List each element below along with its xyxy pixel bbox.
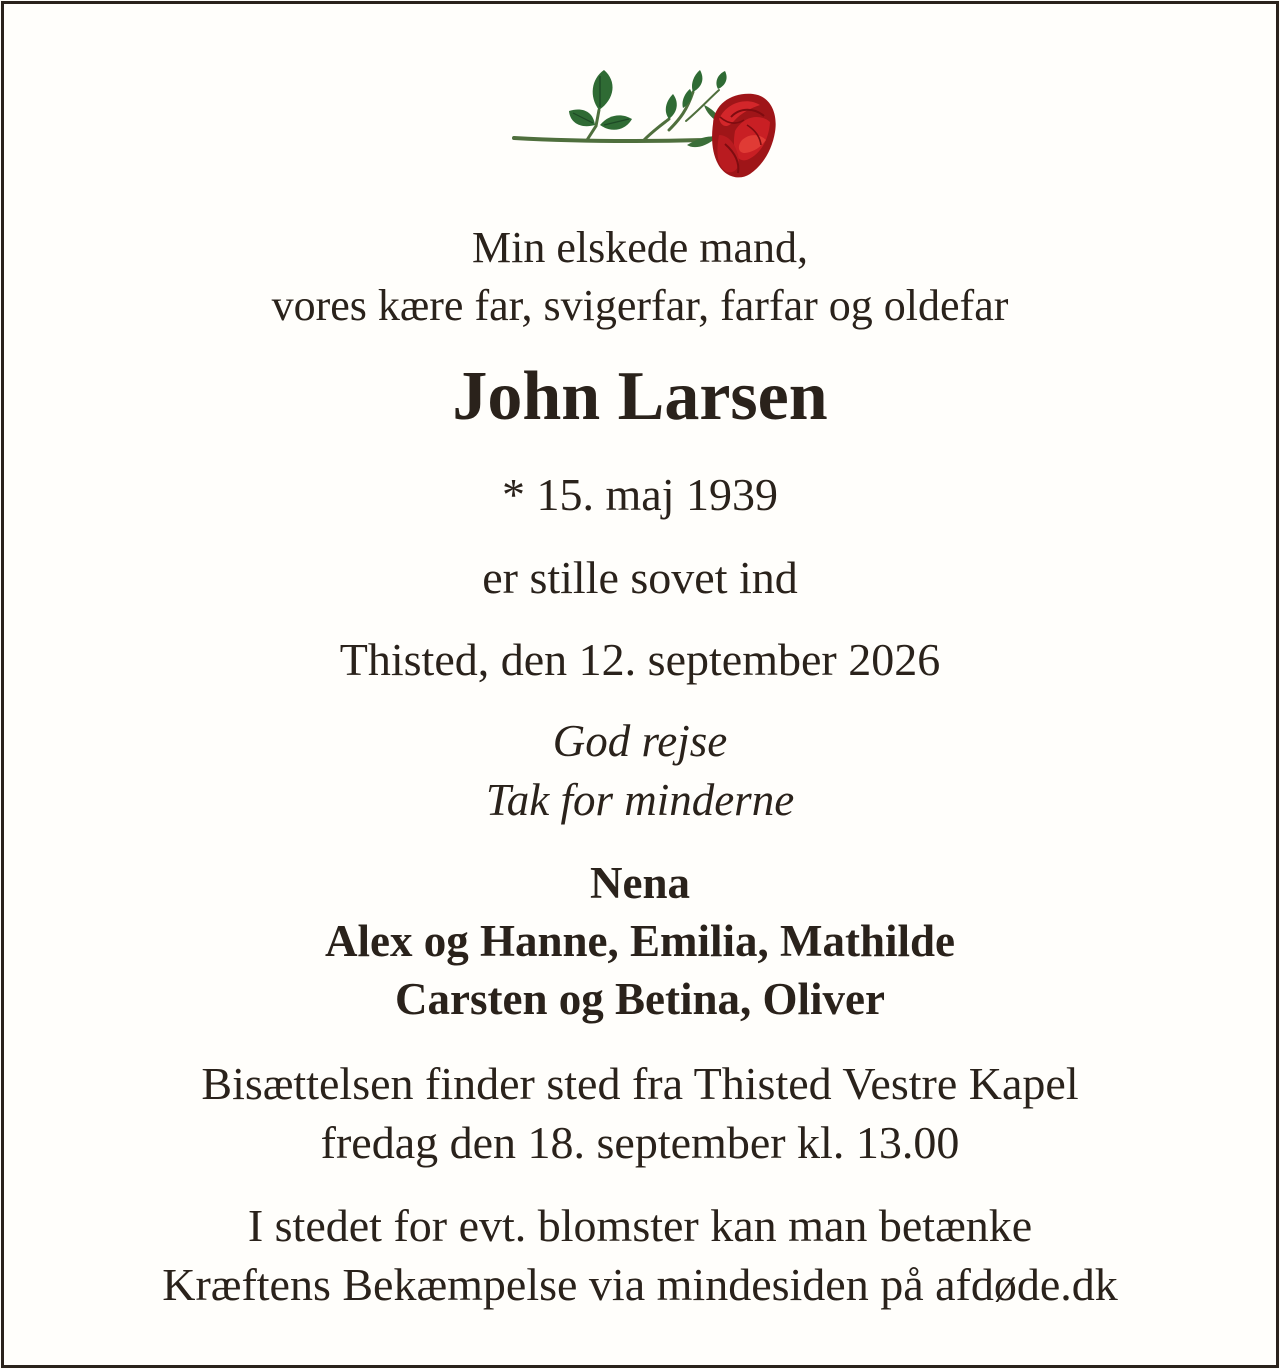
- farewell-line-1: God rejse: [552, 716, 728, 766]
- donation-line-1: I stedet for evt. blomster kan man betænke: [247, 1200, 1033, 1251]
- place-and-date: Thisted, den 12. september 2026: [339, 634, 941, 685]
- funeral-line-2: fredag den 18. september kl. 13.00: [320, 1117, 960, 1168]
- obituary-notice: [1, 1, 1279, 1368]
- family-line-3: Carsten og Betina, Oliver: [395, 974, 885, 1024]
- donation-line-2: Kræftens Bekæmpelse via mindesiden på afdøde.dk: [162, 1259, 1118, 1310]
- intro-line-1: Min elskede mand,: [471, 223, 809, 272]
- deceased-name: John Larsen: [452, 358, 828, 435]
- intro-line-2: vores kære far, svigerfar, farfar og oldefar: [271, 281, 1009, 330]
- family-line-1: Nena: [590, 858, 690, 908]
- red-rose-icon: [509, 62, 784, 192]
- family-line-2: Alex og Hanne, Emilia, Mathilde: [325, 916, 955, 966]
- birth-date: * 15. maj 1939: [502, 469, 778, 520]
- farewell-line-2: Tak for minderne: [485, 775, 795, 825]
- funeral-line-1: Bisættelsen finder sted fra Thisted Vestre Kapel: [201, 1058, 1079, 1109]
- passed-away-text: er stille sovet ind: [482, 552, 798, 603]
